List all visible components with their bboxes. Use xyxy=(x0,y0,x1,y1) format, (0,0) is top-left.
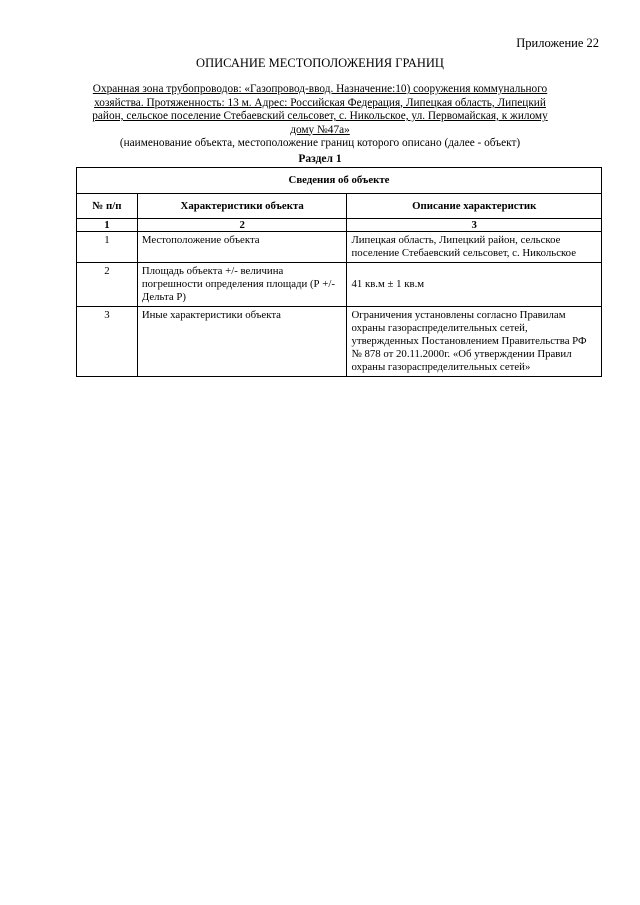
row-description: Ограничения установлены согласно Правилам охраны газораспределительных сетей, утвержденных Постановлением Правительства РФ № 878 от 20.11.2000г. «Об утверждении Правил охраны газораспределительных сетей» xyxy=(347,307,602,377)
row-num: 2 xyxy=(77,263,138,307)
object-info-table xyxy=(76,167,602,377)
column-number-row xyxy=(77,219,602,232)
row-description: 41 кв.м ± 1 кв.м xyxy=(347,263,602,307)
row-description: Липецкая область, Липецкий район, сельское поселение Стебаевский сельсовет, с. Никольское xyxy=(347,232,602,263)
table-header-row xyxy=(77,194,602,219)
table-caption-row xyxy=(77,168,602,194)
section-title: Раздел 1 xyxy=(298,153,342,165)
row-characteristic: Площадь объекта +/- величина погрешности определения площади (Р +/- Дельта Р) xyxy=(137,263,347,307)
row-num: 3 xyxy=(77,307,138,377)
object-caption: (наименование объекта, местоположение границ которого описано (далее - объект) xyxy=(119,137,521,149)
appendix-label: Приложение 22 xyxy=(516,36,599,50)
row-characteristic: Местоположение объекта xyxy=(137,232,347,263)
row-num: 1 xyxy=(77,232,138,263)
column-number: 1 xyxy=(77,219,138,232)
header-num: № п/п xyxy=(77,194,138,219)
object-description: Охранная зона трубопроводов: «Газопровод-ввод. Назначение:10) сооружения коммунального хозяйства. Протяженность: 13 м. Адрес: Российская Федерация, Липецкая область, Липецкий район, сельское поселение Стебаевский сельсовет, с. Никольское, ул. Первомайская, к жилому дому №47а» xyxy=(92,83,548,136)
document-title: ОПИСАНИЕ МЕСТОПОЛОЖЕНИЯ ГРАНИЦ xyxy=(196,56,444,70)
object-description-block xyxy=(80,83,560,151)
column-number: 2 xyxy=(137,219,347,232)
row-characteristic: Иные характеристики объекта xyxy=(137,307,347,377)
table-row xyxy=(77,232,602,263)
column-number: 3 xyxy=(347,219,602,232)
header-characteristic: Характеристики объекта xyxy=(137,194,347,219)
header-description: Описание характеристик xyxy=(347,194,602,219)
table-row xyxy=(77,307,602,377)
table-caption: Сведения об объекте xyxy=(77,168,602,194)
table-row xyxy=(77,263,602,307)
